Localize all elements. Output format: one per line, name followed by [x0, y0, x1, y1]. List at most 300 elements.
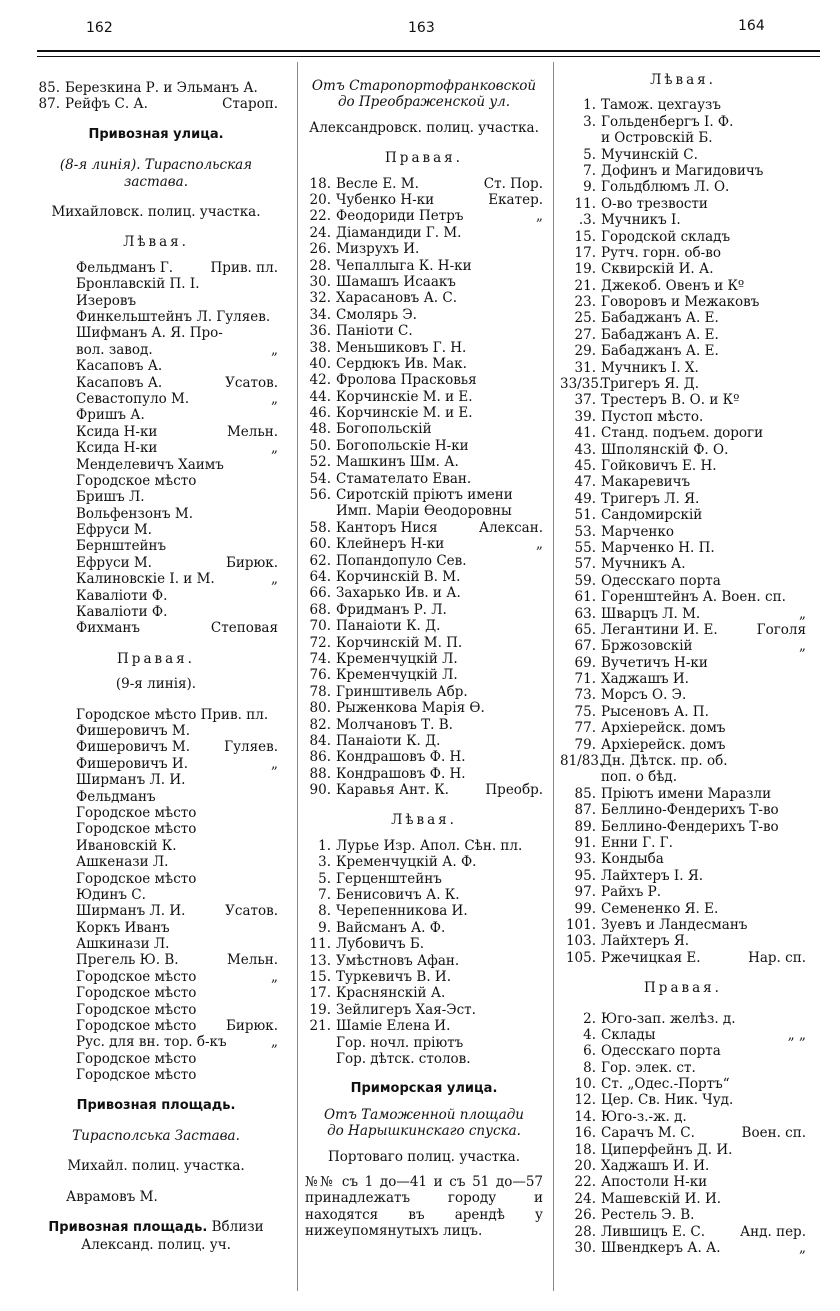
entry-number: 74.: [309, 650, 331, 667]
entry-street: „: [536, 536, 543, 553]
list-item: [305, 585, 543, 601]
entry-number: 69.: [574, 654, 596, 671]
list-item: [560, 179, 806, 195]
entry-number: 40.: [309, 355, 331, 372]
side-sublabel: (9-я линія).: [115, 676, 197, 693]
entry-name: Лурье Изр. Апол. Сѣн. пл.: [336, 837, 523, 854]
list-item: [76, 985, 278, 1001]
list-item: [560, 147, 806, 163]
entry-name: Архіерейск. домъ: [601, 720, 726, 737]
page-number-right: 164: [738, 18, 765, 34]
entry-name: Фролова Прасковья: [336, 372, 477, 389]
entry-number: 62.: [309, 552, 331, 569]
entry-name: Склады: [601, 1026, 656, 1043]
list-item: [560, 786, 806, 802]
list-item: [76, 276, 278, 292]
entry-name: Кондыба: [601, 851, 664, 868]
entry-street: Бирюк.: [225, 1018, 278, 1035]
list-item: [76, 375, 278, 391]
list-item: [560, 130, 806, 146]
entry-number: 60.: [309, 536, 331, 553]
entry-number: 57.: [574, 556, 596, 573]
list-item: [305, 651, 543, 667]
entry-name: Попандопуло Сев.: [336, 552, 467, 569]
entry-name: Зуевъ и Ландесманъ: [601, 916, 748, 933]
police-district: Михайл. полиц. участка.: [67, 1158, 245, 1175]
entry-number: 71.: [574, 671, 596, 688]
entry-name: Тригеръ Я. Д.: [601, 376, 699, 393]
entry-name: Хаджашъ И.: [601, 671, 689, 688]
entry-number: 86.: [309, 749, 331, 766]
entry-number: 80.: [309, 700, 331, 717]
side-label: Правая.: [385, 150, 463, 167]
entry-number: 18.: [574, 1141, 596, 1158]
entry-name: Ефруси М.: [76, 522, 152, 539]
entry-name: Ашкенази Л.: [76, 854, 169, 871]
entry-number: 13.: [309, 952, 331, 969]
entry-name: Чубенко Н-ки: [336, 192, 435, 209]
entry-number: 68.: [309, 601, 331, 618]
entry-name: Мучникъ А.: [601, 556, 686, 573]
list-item: [560, 1142, 806, 1158]
entry-name: Хаджашъ И. И.: [601, 1158, 710, 1175]
entry-name: Городское мѣсто: [76, 870, 197, 887]
list-item: [560, 1076, 806, 1092]
list-item: [560, 884, 806, 900]
entry-name: Умѣстновъ Афан.: [336, 952, 460, 969]
entry-name: Ефруси М.: [76, 554, 152, 571]
entry-name: Морсъ О. Э.: [601, 687, 687, 704]
entry-number: 6.: [583, 1043, 596, 1060]
entry-number: 48.: [309, 421, 331, 438]
entry-street: Мельн.: [226, 952, 278, 969]
entry-name: Городское мѣсто: [76, 1067, 197, 1084]
list-item: [305, 307, 543, 323]
entry-name: Каравья Ант. К.: [336, 782, 449, 799]
entry-name: Вайсманъ А. Ф.: [336, 919, 446, 936]
entry-number: 99.: [574, 900, 596, 917]
list-item: [560, 622, 806, 638]
entry-street: Степовая: [210, 620, 278, 637]
square-subheading: Тирасполська Застава.: [72, 1128, 240, 1144]
list-item: [305, 969, 543, 985]
list-item: [305, 192, 543, 208]
list-item: [305, 903, 543, 919]
entry-name: Шполянскій Ф. О.: [601, 441, 729, 458]
list-item: [305, 920, 543, 936]
list-item: [560, 97, 806, 113]
entry-number: 28.: [309, 257, 331, 274]
entry-street: „: [271, 1034, 278, 1051]
entry-name: Машкинъ Шм. А.: [336, 454, 459, 471]
entry-name: Дофинъ и Магидовичъ: [601, 162, 764, 179]
list-item: [76, 391, 278, 407]
entry-number: 26.: [309, 241, 331, 258]
list-item: [560, 425, 806, 441]
entry-name: Юго-з.-ж. д.: [601, 1108, 687, 1125]
entry-number: 11.: [574, 195, 596, 212]
entry-street: „: [271, 440, 278, 457]
entry-name: Пустоп мѣсто.: [601, 408, 704, 425]
list-item: [76, 903, 278, 919]
list-item: [560, 376, 806, 392]
entry-name: Черепенникова И.: [336, 903, 468, 920]
entry-name: Стамателато Еван.: [336, 470, 472, 487]
entry-street: „: [799, 605, 806, 622]
list-item: [560, 245, 806, 261]
entry-name: Легантини И. Е.: [601, 621, 718, 638]
list-item: [76, 522, 278, 538]
entry-number: 21.: [574, 277, 596, 294]
list-item: [560, 950, 806, 966]
list-item: [560, 1207, 806, 1223]
entry-number: 53.: [574, 523, 596, 540]
list-item: [76, 756, 278, 772]
list-item: [305, 274, 543, 290]
list-item: [560, 556, 806, 572]
list-item: [305, 1002, 543, 1018]
list-item: [560, 769, 806, 785]
list-item: [305, 372, 543, 388]
note-paragraph: №№ съ 1 до—41 и съ 51 до—57 принадлежатъ городу и находятся въ арендѣ у нижеупомянутыхъ лицъ.: [305, 1173, 543, 1240]
entry-name: Беллино-Фендерихъ Т-во: [601, 802, 779, 819]
list-item: [560, 294, 806, 310]
entry-number: 97.: [574, 884, 596, 901]
entry-name: Каваліоти Ф.: [76, 587, 168, 604]
entry-name: Городское мѣсто: [76, 968, 197, 985]
entry-number: 20.: [574, 1158, 596, 1175]
entry-street: Гоголя: [756, 621, 806, 638]
entry-number: 61.: [574, 589, 596, 606]
entry-street: Усатов.: [225, 903, 278, 920]
list-item: [560, 901, 806, 917]
entry-name: Швендкеръ А. А.: [601, 1239, 721, 1256]
list-item: [560, 655, 806, 671]
entry-name: Городское мѣсто: [76, 985, 197, 1002]
entry-number: 78.: [309, 683, 331, 700]
entry-number: 50.: [309, 437, 331, 454]
list-item: [560, 1060, 806, 1076]
entry-name: О-во трезвости: [601, 195, 708, 212]
entry-number: 41.: [574, 425, 596, 442]
entry-number: 66.: [309, 585, 331, 602]
street-heading: Приморская улица.: [350, 1081, 498, 1097]
list-item: [305, 208, 543, 224]
entry-name: Циперфейнъ Д. И.: [601, 1141, 733, 1158]
entry-name: Вольфензонъ М.: [76, 505, 194, 522]
list-item: [560, 310, 806, 326]
list-item: [34, 80, 278, 96]
entry-number: 88.: [309, 765, 331, 782]
list-item: [76, 707, 278, 723]
entry-number: 58.: [309, 519, 331, 536]
entry-name: Городское мѣсто: [76, 1018, 197, 1035]
entry-number: 87.: [38, 96, 60, 113]
entry-name: Панаіоти К. Д.: [336, 732, 441, 749]
entry-number: 93.: [574, 851, 596, 868]
entry-number: 51.: [574, 507, 596, 524]
entry-name: Городское мѣсто: [76, 472, 197, 489]
entry-number: 63.: [574, 605, 596, 622]
entry-street: „: [799, 638, 806, 655]
entry-name: Бришъ Л.: [76, 489, 145, 506]
entry-number: 3.: [583, 113, 596, 130]
list-item: [560, 196, 806, 212]
entry-street: „: [271, 390, 278, 407]
entry-street: Мельн.: [226, 423, 278, 440]
entry-number: 101.: [565, 916, 596, 933]
entry-street: Екатер.: [488, 192, 543, 209]
entry-street: „: [271, 571, 278, 588]
entry-name: Дн. Дѣтск. пр. об.: [601, 753, 728, 770]
list-item: [560, 868, 806, 884]
entry-name: Корчинскіе М. и Е.: [336, 405, 473, 422]
entry-number: 87.: [574, 802, 596, 819]
entry-name: Шамашъ Исаакъ: [336, 273, 456, 290]
list-item: [560, 540, 806, 556]
entry-name: Фридманъ Р. Л.: [336, 601, 447, 618]
entry-number: 23.: [574, 294, 596, 311]
entry-name: Городское мѣсто: [76, 804, 197, 821]
list-item: [560, 573, 806, 589]
entry-name: Тамож. цехгаузъ: [601, 97, 721, 114]
entry-number: 64.: [309, 569, 331, 585]
entry-name: Мучникъ І.: [601, 212, 681, 229]
entry-number: 81/83.: [560, 753, 604, 770]
entry-name: Ржечицкая Е.: [601, 949, 701, 966]
entry-name: Фельдманъ: [76, 788, 156, 805]
entry-number: 22.: [309, 208, 331, 225]
side-label: Правая.: [644, 980, 722, 997]
list-item: [76, 887, 278, 903]
entry-name: Корчинскіе М. и Е.: [336, 388, 473, 405]
entry-street: Староп.: [222, 96, 278, 113]
entry-number: 28.: [574, 1223, 596, 1240]
square-heading: Привозная площадь.: [76, 1097, 236, 1113]
entry-number: 103.: [565, 933, 596, 950]
list-item: [560, 507, 806, 523]
entry-name: Діамандиди Г. М.: [336, 224, 462, 241]
list-item: [305, 405, 543, 421]
entry-name: Юго-зап. желѣз. д.: [601, 1010, 736, 1027]
list-item: [76, 969, 278, 985]
list-item: [305, 766, 543, 782]
entry-name: Бабаджанъ А. Е.: [601, 343, 719, 360]
list-item: [560, 1174, 806, 1190]
entry-number: 16.: [574, 1125, 596, 1142]
list-item: [560, 442, 806, 458]
entry-number: 7.: [318, 887, 331, 904]
list-item: [560, 1043, 806, 1059]
list-item: [560, 737, 806, 753]
list-item: [76, 457, 278, 473]
entry-name: Марченко: [601, 523, 674, 540]
list-item: [305, 749, 543, 765]
entry-name: Имп. Маріи Ѳеодоровны: [336, 503, 512, 520]
entry-street: „: [271, 968, 278, 985]
entry-street: Гуляев.: [224, 739, 278, 756]
entry-name: Мучникъ І. Х.: [601, 359, 699, 376]
list-item: [76, 1034, 278, 1050]
entry-name: Марченко Н. П.: [601, 539, 715, 556]
entry-number: 67.: [574, 638, 596, 655]
list-item: [305, 1018, 543, 1034]
list-item: [560, 687, 806, 703]
entry-number: 34.: [309, 306, 331, 323]
entry-number: 25.: [574, 310, 596, 327]
list-item: [560, 327, 806, 343]
list-item: [76, 1002, 278, 1018]
list-item: [305, 602, 543, 618]
entry-number: 56.: [309, 487, 331, 504]
section-heading: Отъ Старопортофранковской: [311, 78, 537, 94]
list-item: [560, 278, 806, 294]
entry-street: Алексан.: [478, 519, 543, 536]
entry-name: Бенисовичъ А. К.: [336, 887, 460, 904]
column-2: [305, 78, 543, 1240]
entry-name: Кременчуцкій А. Ф.: [336, 854, 477, 871]
entry-name: Семененко Я. Е.: [601, 900, 719, 917]
entry-name: поп. о бѣд.: [601, 769, 677, 786]
list-item: [560, 1240, 806, 1256]
list-item: [305, 717, 543, 733]
entry-name: Севастопуло М.: [76, 390, 190, 407]
entry-number: .3.: [578, 212, 596, 229]
street-subheading: до Нарышкинскаго спуска.: [327, 1123, 521, 1140]
entry-name: Городское мѣсто Прив. пл.: [76, 706, 269, 723]
list-item: [560, 1011, 806, 1027]
entry-street: Анд. пер.: [739, 1223, 806, 1240]
list-item: [305, 936, 543, 952]
entry-number: 31.: [574, 359, 596, 376]
entry-number: 1.: [583, 97, 596, 114]
entry-name: Кременчуцкій Л.: [336, 667, 458, 684]
entry-name: Городское мѣсто: [76, 1001, 197, 1018]
entry-name: Рус. для вн. тор. б-къ: [76, 1034, 227, 1051]
column-1: [34, 80, 278, 1253]
entry-name: Герценштейнъ: [336, 870, 442, 887]
police-district: Михайловск. полиц. участка.: [51, 204, 261, 220]
entry-street: Нар. сп.: [748, 949, 806, 966]
entry-street: „: [799, 1239, 806, 1256]
entry-name: Кременчуцкій Л.: [336, 650, 458, 667]
entry-number: 59.: [574, 572, 596, 589]
list-item: [560, 835, 806, 851]
entry-number: 15.: [574, 228, 596, 245]
entry-name: Клейнеръ Н-ки: [336, 536, 445, 553]
entry-name: Лившицъ Е. С.: [601, 1223, 706, 1240]
entry-number: 3.: [318, 854, 331, 871]
entry-name: Ивановскій К.: [76, 837, 177, 854]
entry-name: Изеровъ: [76, 292, 137, 309]
list-item: [305, 887, 543, 903]
list-item: [560, 1224, 806, 1240]
entry-name: Богопольскіе Н-ки: [336, 437, 469, 454]
list-item: [560, 458, 806, 474]
entry-name: Панаіоти К. Д.: [336, 618, 441, 635]
list-item: [76, 538, 278, 554]
entry-street: Прив. пл.: [210, 259, 278, 276]
entry-name: Гойковичъ Е. Н.: [601, 458, 717, 474]
list-item: [305, 323, 543, 339]
entry-number: 27.: [574, 326, 596, 343]
entry-name: Меньшиковъ Г. Н.: [336, 339, 467, 356]
entry-name: Гор. дѣтск. столов.: [336, 1050, 471, 1067]
entry-number: 30.: [309, 273, 331, 290]
list-item: [305, 176, 543, 192]
entry-name: Ксида Н-ки: [76, 423, 158, 440]
entry-name: Богопольскій: [336, 421, 432, 438]
entry-number: 85.: [38, 80, 60, 96]
list-item: [76, 838, 278, 854]
entry-number: 5.: [583, 146, 596, 163]
list-item: [305, 340, 543, 356]
entry-name: Кондрашовъ Ф. Н.: [336, 765, 466, 782]
entry-number: 10.: [574, 1076, 596, 1093]
entry-number: 9.: [583, 179, 596, 196]
entry-name: Фихманъ: [76, 620, 140, 637]
entry-name: Одесскаго порта: [601, 572, 721, 589]
list-item: [76, 309, 278, 325]
entry-name: Коркъ Иванъ: [76, 919, 170, 936]
list-item: [560, 819, 806, 835]
square-note-rest: Вблизи: [207, 1219, 264, 1236]
entry-number: 42.: [309, 372, 331, 389]
entry-name: Фишеровичъ И.: [76, 755, 188, 772]
entry-name: Смолярь Э.: [336, 306, 417, 323]
section-heading: до Преображенской ул.: [337, 94, 511, 111]
entry-name: Горенштейнъ А. Воен. сп.: [601, 589, 786, 606]
entry-name: Говоровъ и Межаковъ: [601, 294, 760, 311]
entry-name: Рысеновъ А. П.: [601, 703, 709, 720]
entry-number: 46.: [309, 405, 331, 422]
entry-number: 95.: [574, 867, 596, 884]
entry-name: Вучетичъ Н-ки: [601, 654, 708, 671]
list-item: [560, 360, 806, 376]
list-item: [76, 506, 278, 522]
list-item: [305, 733, 543, 749]
entry-number: 4.: [583, 1026, 596, 1043]
entry-name: Сиротскій пріютъ имени: [336, 487, 513, 504]
entry-name: Юдинъ С.: [76, 886, 146, 903]
entry-number: 33/35.: [560, 376, 604, 393]
list-item: [560, 1191, 806, 1207]
header-rule-thin: [37, 56, 820, 57]
entry-number: 9.: [318, 919, 331, 936]
side-label: Лѣвая.: [123, 234, 189, 251]
list-item: [305, 618, 543, 634]
entry-name: Ксида Н-ки: [76, 440, 158, 457]
entry-name: Фишеровичъ М.: [76, 723, 191, 739]
street-subheading: Отъ Таможенной площади: [324, 1106, 524, 1123]
entry-name: Корчинскій М. П.: [336, 634, 463, 651]
list-item: [305, 700, 543, 716]
entry-number: 30.: [574, 1239, 596, 1256]
entry-number: 72.: [309, 634, 331, 651]
entry-number: 43.: [574, 441, 596, 458]
list-item: [560, 163, 806, 179]
list-item: [560, 671, 806, 687]
list-item: [560, 638, 806, 654]
entry-number: 21.: [309, 1018, 331, 1035]
entry-name: Городское мѣсто: [76, 1050, 197, 1067]
entry-name: Касаповъ А.: [76, 374, 163, 391]
entry-number: 22.: [574, 1174, 596, 1191]
list-item: [76, 620, 278, 636]
entry-name: Тригеръ Л. Я.: [601, 490, 700, 507]
list-item: [76, 723, 278, 739]
entry-number: 24.: [574, 1190, 596, 1207]
